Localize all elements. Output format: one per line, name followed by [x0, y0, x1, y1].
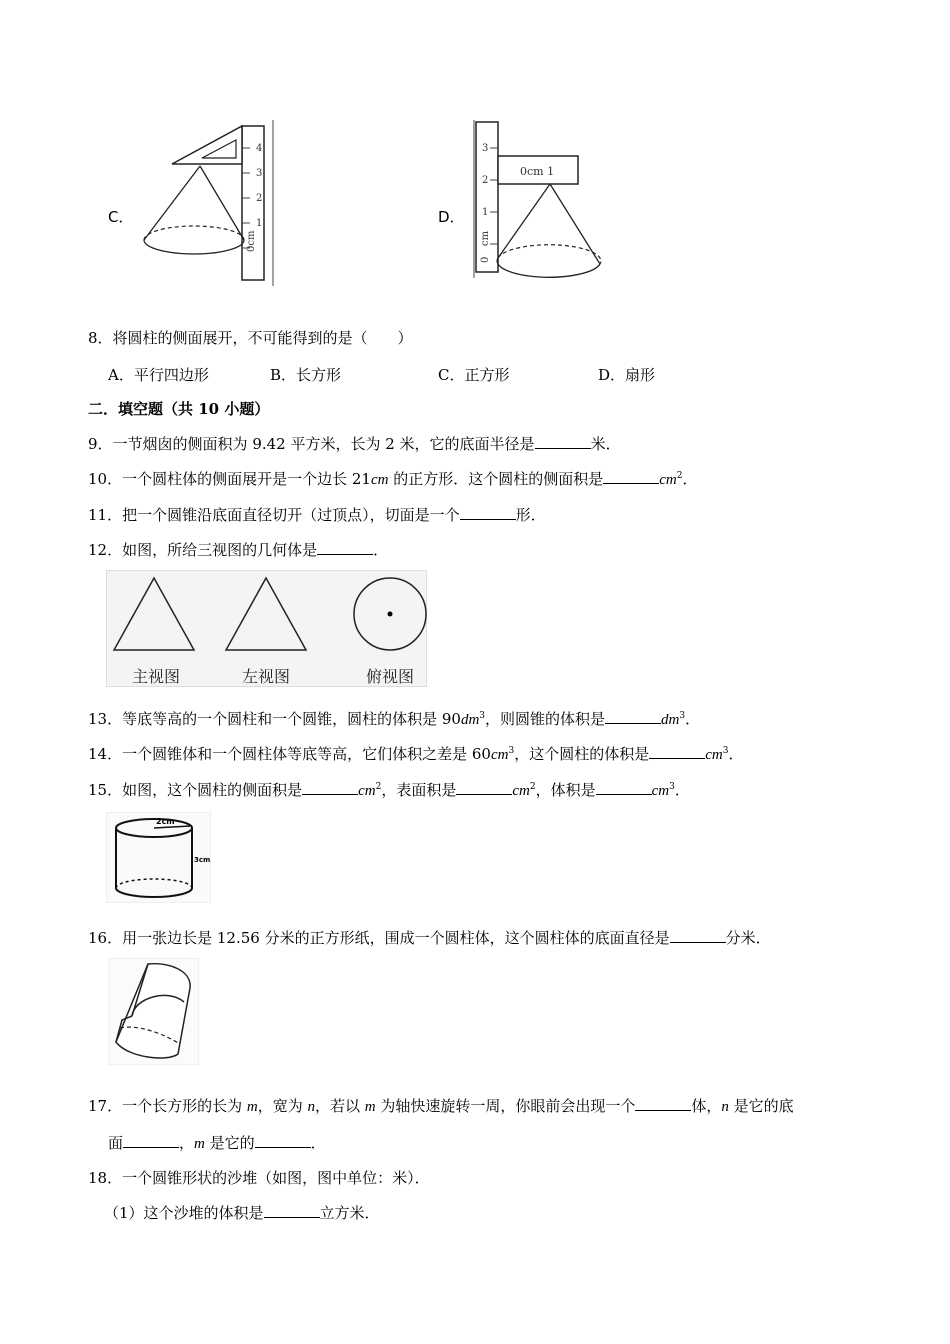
- ruler-d-tick-2: 1: [482, 207, 489, 218]
- q8-option-a: A．平行四边形: [108, 366, 209, 384]
- answer-blank[interactable]: [603, 469, 659, 484]
- answer-blank[interactable]: [456, 780, 512, 795]
- answer-blank[interactable]: [264, 1203, 320, 1218]
- answer-blank[interactable]: [302, 780, 358, 795]
- answer-blank[interactable]: [255, 1133, 311, 1148]
- top-view-label: 俯视图: [366, 667, 415, 686]
- q8-option-d: D．扇形: [598, 366, 656, 384]
- answer-blank[interactable]: [317, 540, 373, 555]
- figure-d-cone-ruler: [470, 118, 610, 288]
- answer-blank[interactable]: [123, 1133, 179, 1148]
- answer-blank[interactable]: [605, 709, 661, 724]
- ruler-c-tick-4: 4: [256, 143, 263, 154]
- ruler-c-tick-2: 2: [256, 193, 263, 204]
- question-12: 12．如图，所给三视图的几何体是 ．: [88, 541, 389, 559]
- side-view-label: 左视图: [242, 667, 291, 686]
- answer-blank[interactable]: [596, 780, 652, 795]
- question-18-part-1: （1）这个沙堆的体积是 立方米．: [104, 1204, 380, 1222]
- option-c-label: C．: [108, 208, 134, 226]
- ruler-d-tick-1: cm: [480, 230, 491, 246]
- ruler-d-horizontal-label: 0cm 1: [520, 165, 555, 178]
- question-15: 15．如图，这个圆柱的侧面积是 $cm^2$，表面积是 $cm^2$，体积是 $cm^3$．: [88, 781, 690, 799]
- question-11: 11．把一个圆锥沿底面直径切开（过顶点），切面是一个 形．: [88, 506, 546, 524]
- question-9: 9．一节烟囱的侧面积为 9.42 平方米，长为 2 米，它的底面半径是 米．: [88, 435, 621, 453]
- cylinder-height-label: 3cm: [194, 856, 211, 864]
- figure-three-views: [106, 570, 428, 688]
- answer-blank[interactable]: [670, 928, 726, 943]
- ruler-c-tick-1: 1: [256, 218, 263, 229]
- ruler-c-tick-0: 0cm: [246, 230, 257, 252]
- ruler-c-tick-3: 3: [256, 168, 263, 179]
- question-17-line-2: 面 ，m 是它的 ．: [108, 1134, 326, 1152]
- ruler-d-tick-3: 2: [482, 175, 489, 186]
- question-17-line-1: 17．一个长方形的长为 m，宽为 n，若以 m 为轴快速旋转一周，你眼前会出现一个 体，n 是它的底: [88, 1097, 794, 1115]
- answer-blank[interactable]: [460, 505, 516, 520]
- cylinder-radius-label: 2cm: [156, 817, 175, 826]
- answer-blank[interactable]: [635, 1096, 691, 1111]
- ruler-d-tick-4: 3: [482, 143, 489, 154]
- figure-rolled-paper: [108, 958, 200, 1066]
- figure-cylinder: [106, 812, 212, 904]
- answer-blank[interactable]: [649, 744, 705, 759]
- figure-c-cone-ruler: [140, 118, 280, 288]
- ruler-d-tick-0: 0: [480, 256, 491, 263]
- front-view-label: 主视图: [132, 667, 181, 686]
- question-16: 16．用一张边长是 12.56 分米的正方形纸，围成一个圆柱体，这个圆柱体的底面直径是 分米．: [88, 929, 771, 947]
- section-title-fill-in: 二．填空题（共 10 小题）: [88, 400, 270, 418]
- q8-option-b: B．长方形: [270, 366, 342, 384]
- q8-option-c: C．正方形: [438, 366, 510, 384]
- question-10: 10．一个圆柱体的侧面展开是一个边长 21cm 的正方形．这个圆柱的侧面积是 $cm^2$．: [88, 470, 698, 488]
- option-d-label: D．: [438, 208, 465, 226]
- question-13: 13．等底等高的一个圆柱和一个圆锥，圆柱的体积是 $90dm^3$，则圆锥的体积是 $dm^3$．: [88, 710, 701, 728]
- question-18: 18．一个圆锥形状的沙堆（如图，图中单位：米）．: [88, 1169, 430, 1187]
- question-14: 14．一个圆锥体和一个圆柱体等底等高，它们体积之差是 $60cm^3$，这个圆柱的体积是 $cm^3$．: [88, 745, 744, 763]
- answer-blank[interactable]: [535, 434, 591, 449]
- question-8: 8．将圆柱的侧面展开，不可能得到的是（ ）: [88, 329, 413, 347]
- top-view-center-dot: [388, 612, 393, 617]
